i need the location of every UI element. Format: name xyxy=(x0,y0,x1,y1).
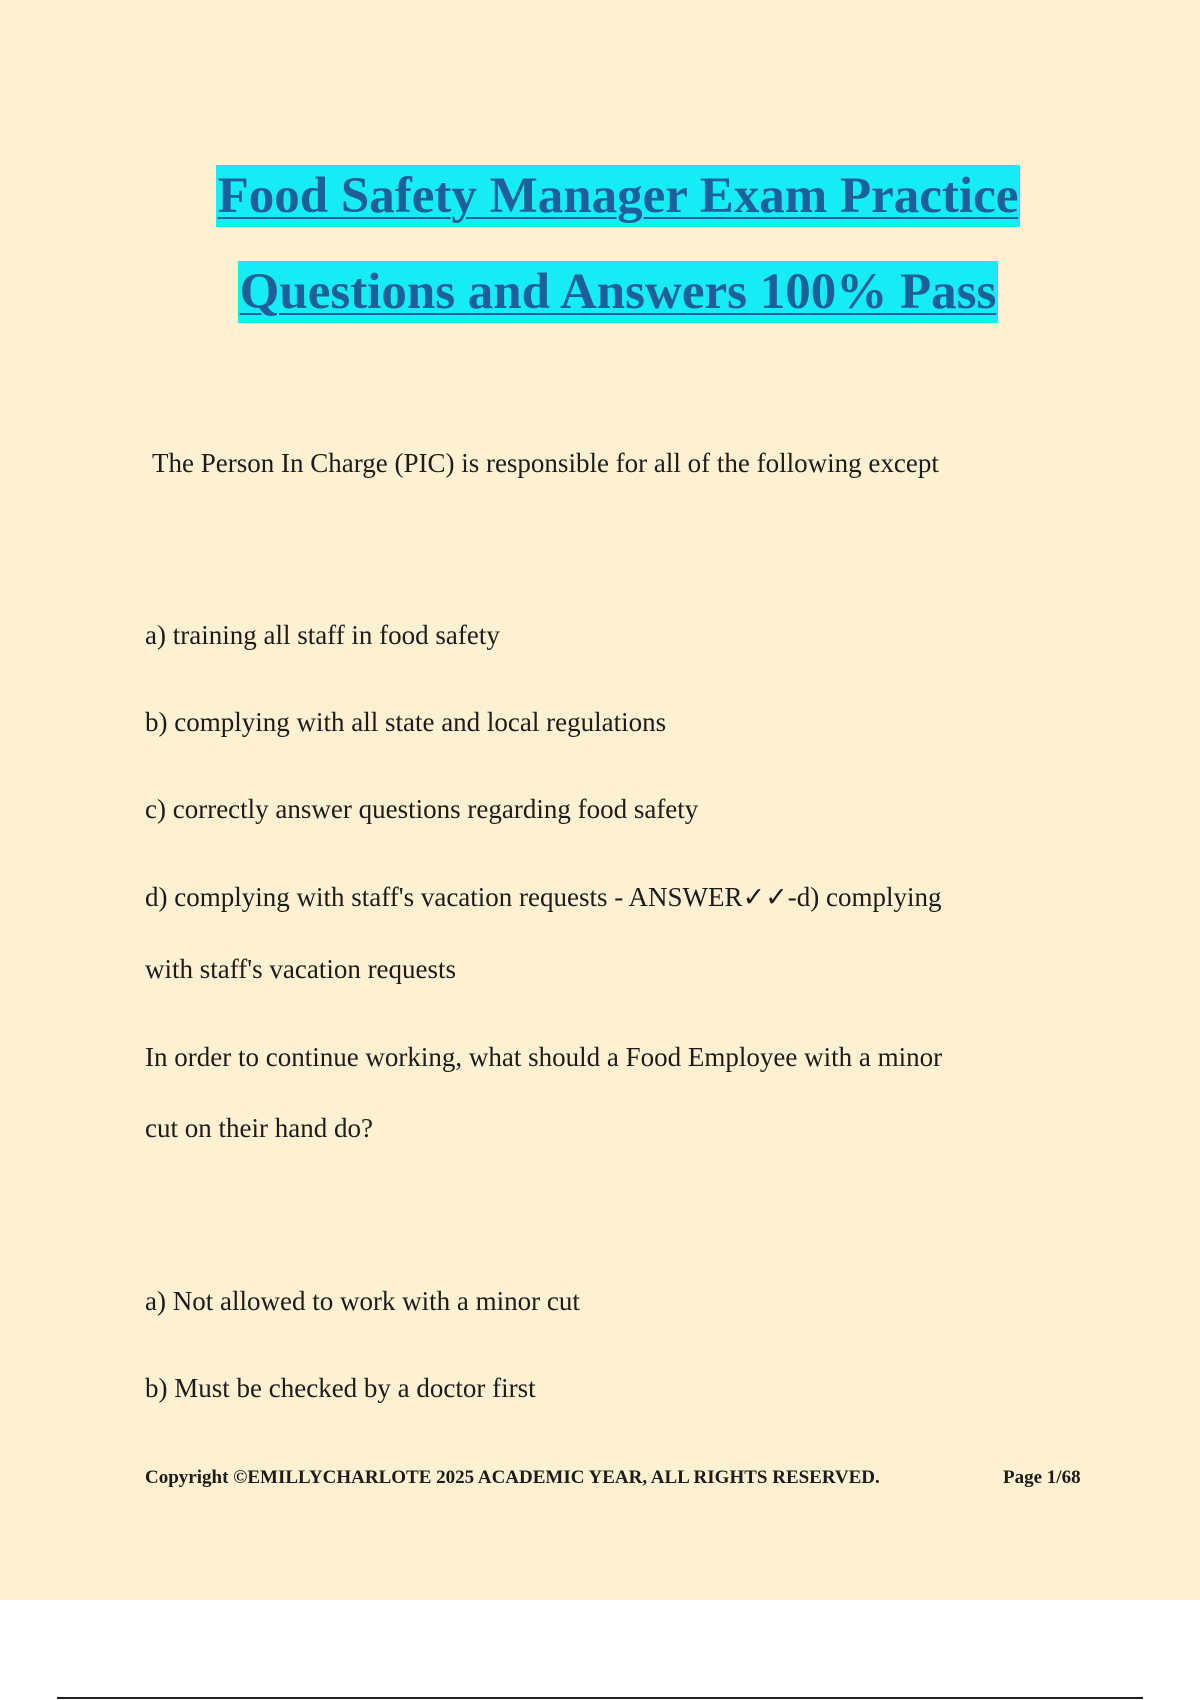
question-2-option-a: a) Not allowed to work with a minor cut xyxy=(145,1286,580,1316)
question-2-option-b: b) Must be checked by a doctor first xyxy=(145,1373,536,1403)
question-1-option-a: a) training all staff in food safety xyxy=(145,620,500,650)
copyright-notice: Copyright ©EMILLYCHARLOTE 2025 ACADEMIC YEAR, ALL RIGHTS RESERVED. xyxy=(145,1467,880,1488)
question-1-option-c: c) correctly answer questions regarding food safety xyxy=(145,794,699,824)
document-title xyxy=(0,165,1200,323)
question-1-option-b: b) complying with all state and local regulations xyxy=(145,707,667,737)
question-2-prompt: In order to continue working, what should a Food Employee with a minor xyxy=(145,1042,943,1072)
page-divider xyxy=(57,1697,1143,1699)
page-number: Page 1/68 xyxy=(1003,1467,1081,1488)
question-1-prompt: The Person In Charge (PIC) is responsible for all of the following except xyxy=(152,448,939,478)
question-1-option-d-continued: with staff's vacation requests xyxy=(145,954,457,984)
question-1-option-d: d) complying with staff's vacation requests - ANSWER✓✓-d) complying xyxy=(145,882,942,912)
question-2-prompt-continued: cut on their hand do? xyxy=(145,1113,373,1143)
title-line-2: Questions and Answers 100% Pass xyxy=(238,261,999,323)
title-line-1: Food Safety Manager Exam Practice xyxy=(216,165,1021,227)
